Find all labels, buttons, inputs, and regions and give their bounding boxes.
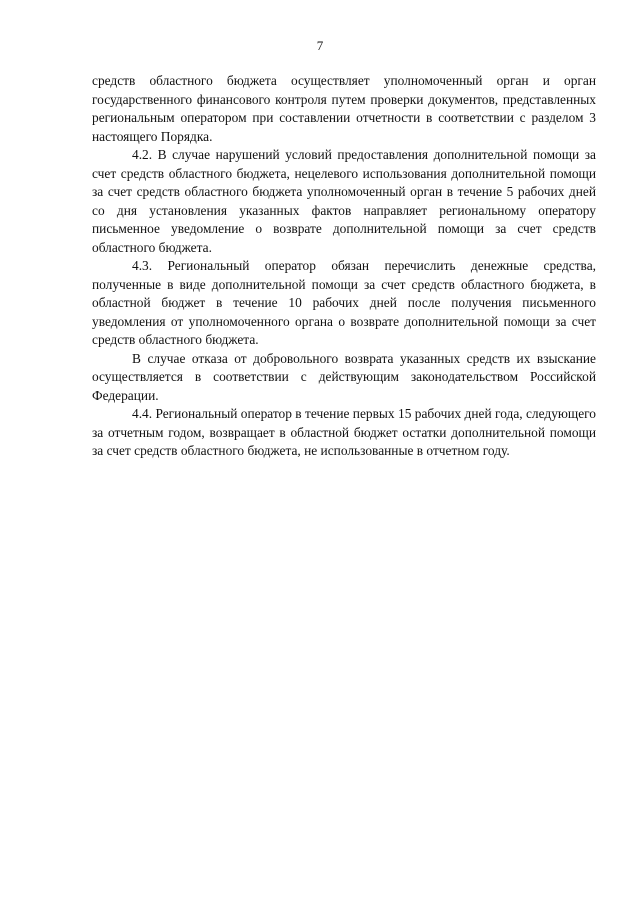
paragraph-4-2: 4.2. В случае нарушений условий предоставления дополнительной помощи за счет средств областного бюджета, нецелевого использования дополнительной помощи за счет средств областного бюджета уполномоченный орган в течение 5 рабочих дней со дня установления указанных фактов направляет региональному оператору письменное уведомление о возврате дополнительной помощи за счет средств областного бюджета.	[92, 147, 596, 255]
paragraph-4-4: 4.4. Региональный оператор в течение первых 15 рабочих дней года, следующего за отчетным годом, возвращает в областной бюджет остатки дополнительной помощи за счет средств областного бюджета, не использованные в отчетном году.	[92, 406, 596, 458]
paragraph-refusal: В случае отказа от добровольного возврата указанных средств их взыскание осуществляется в соответствии с действующим законодательством Российской Федерации.	[92, 350, 596, 403]
paragraph-continuation: средств областного бюджета осуществляет уполномоченный орган и орган государственного финансового контроля путем проверки документов, представленных региональным оператором при составлении отчетности в соответствии с разделом 3 настоящего Порядка.	[92, 73, 596, 144]
document-body	[92, 72, 596, 461]
page-number: 7	[316, 38, 324, 53]
paragraph-4-3: 4.3. Региональный оператор обязан перечислить денежные средства, полученные в виде дополнительной помощи за счет средств областного бюджета, в областной бюджет в течение 10 рабочих дней после получения письменного уведомления от уполномоченного органа о возврате дополнительной помощи за счет средств областного бюджета.	[92, 258, 596, 347]
